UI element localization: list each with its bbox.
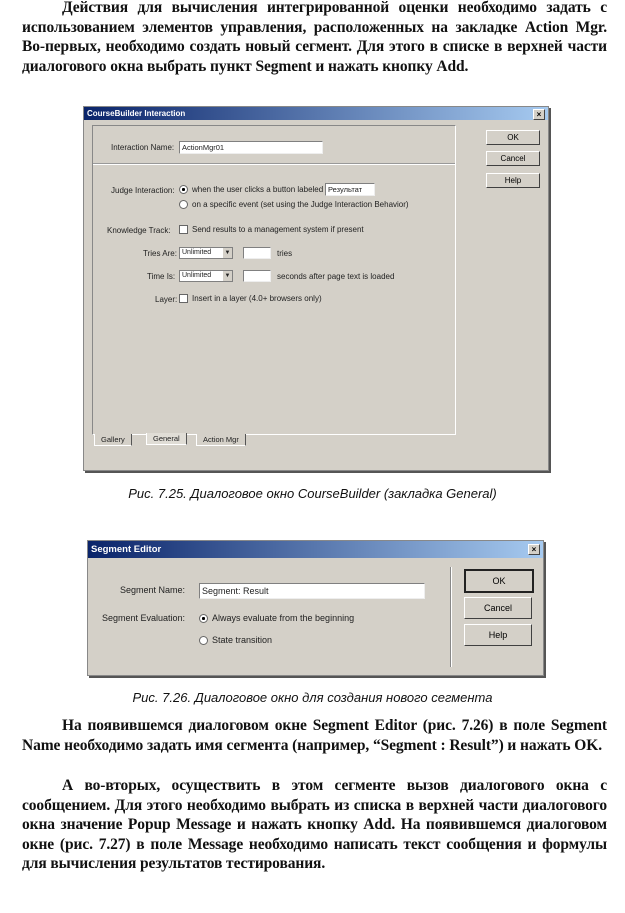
- tries-label: Tries Are:: [143, 249, 177, 258]
- tab-gallery[interactable]: Gallery: [94, 434, 132, 446]
- radio-icon: [179, 200, 188, 209]
- tries-value: Unlimited: [182, 249, 212, 256]
- title-bar: [88, 541, 543, 558]
- divider: [93, 163, 455, 165]
- interaction-name-label: Interaction Name:: [111, 143, 175, 152]
- radio-icon: [179, 185, 188, 194]
- layer-label: Layer:: [155, 295, 178, 304]
- judge-option1-label: when the user clicks a button labeled: [192, 185, 324, 194]
- segment-name-label: Segment Name:: [120, 585, 186, 595]
- coursebuilder-dialog: [83, 106, 549, 471]
- cancel-button[interactable]: Cancel: [464, 597, 532, 619]
- tries-input[interactable]: [243, 247, 271, 259]
- dropdown-arrow-icon: ▼: [224, 273, 231, 279]
- time-label: Time Is:: [147, 272, 176, 281]
- time-suffix: seconds after page text is loaded: [277, 272, 395, 281]
- time-input[interactable]: [243, 270, 271, 282]
- layer-option-label: Insert in a layer (4.0+ browsers only): [192, 294, 322, 303]
- tries-select[interactable]: [179, 247, 233, 259]
- title-bar: [84, 107, 548, 120]
- general-panel: [92, 125, 456, 435]
- knowledge-checkbox[interactable]: [179, 225, 364, 234]
- paragraph-popup-message: А во-вторых, осуществить в этом сегменте вызов диалогового окна с сообщением. Для этого необходимо выбрать из списка в верхней части диалогового окна значение Popup Message и нажать кнопку Add. На появившемся диалоговом окне (рис. 7.27) в поле Message необходимо написать текст сообщения и формулы для вычисления результатов тестирования.: [22, 777, 607, 872]
- figure-caption: Рис. 7.26. Диалоговое окно для создания нового сегмента: [132, 690, 493, 705]
- judge-option-button[interactable]: [179, 185, 323, 194]
- radio-icon: [199, 636, 208, 645]
- close-icon[interactable]: ×: [533, 109, 545, 120]
- cancel-button[interactable]: Cancel: [486, 151, 540, 166]
- help-button[interactable]: Help: [486, 173, 540, 188]
- help-button[interactable]: Help: [464, 624, 532, 646]
- knowledge-label: Knowledge Track:: [107, 226, 171, 235]
- paragraph-segment-editor: На появившемся диалоговом окне Segment Editor (рис. 7.26) в поле Segment Name необходимо задать имя сегмента (например, “Segment : Result”) и нажать OK.: [22, 717, 607, 754]
- dialog-title: Segment Editor: [91, 544, 162, 555]
- eval-option2-label: State transition: [212, 635, 273, 645]
- eval-option1-label: Always evaluate from the beginning: [212, 613, 355, 623]
- eval-option-always[interactable]: [199, 613, 354, 623]
- segment-editor-dialog: [87, 540, 544, 676]
- tries-suffix: tries: [277, 249, 293, 258]
- tab-general[interactable]: General: [146, 433, 187, 445]
- button-label-input[interactable]: Результат: [325, 183, 375, 196]
- close-icon[interactable]: ×: [528, 544, 540, 555]
- ok-button[interactable]: OK: [486, 130, 540, 145]
- time-value: Unlimited: [182, 272, 212, 279]
- paragraph-intro: Действия для вычисления интегрированной оценки необходимо задать с использованием элементов управления, расположенных на закладке Action Mgr. Во-первых, необходимо создать новый сегмент. Для этого в списке в верхней части диалогового окна выбрать пункт Segment и нажать кнопку Add.: [22, 0, 607, 75]
- knowledge-option-label: Send results to a management system if present: [192, 225, 364, 234]
- judge-option-event[interactable]: [179, 200, 409, 209]
- separator: [450, 567, 452, 667]
- judge-option2-label: on a specific event (set using the Judge Interaction Behavior): [192, 200, 409, 209]
- checkbox-icon: [179, 225, 188, 234]
- segment-name-input[interactable]: Segment: Result: [199, 583, 425, 599]
- ok-button[interactable]: OK: [464, 569, 534, 593]
- dropdown-arrow-icon: ▼: [224, 250, 231, 256]
- interaction-name-input[interactable]: ActionMgr01: [179, 141, 323, 154]
- time-select[interactable]: [179, 270, 233, 282]
- eval-option-state[interactable]: [199, 635, 272, 645]
- figure-caption: Рис. 7.25. Диалоговое окно CourseBuilder (закладка General): [128, 486, 497, 501]
- checkbox-icon: [179, 294, 188, 303]
- layer-checkbox[interactable]: [179, 294, 322, 303]
- radio-icon: [199, 614, 208, 623]
- segment-evaluation-label: Segment Evaluation:: [102, 613, 186, 623]
- dialog-title: CourseBuilder Interaction: [87, 109, 186, 118]
- tab-action-mgr[interactable]: Action Mgr: [196, 434, 246, 446]
- judge-label: Judge Interaction:: [111, 186, 175, 195]
